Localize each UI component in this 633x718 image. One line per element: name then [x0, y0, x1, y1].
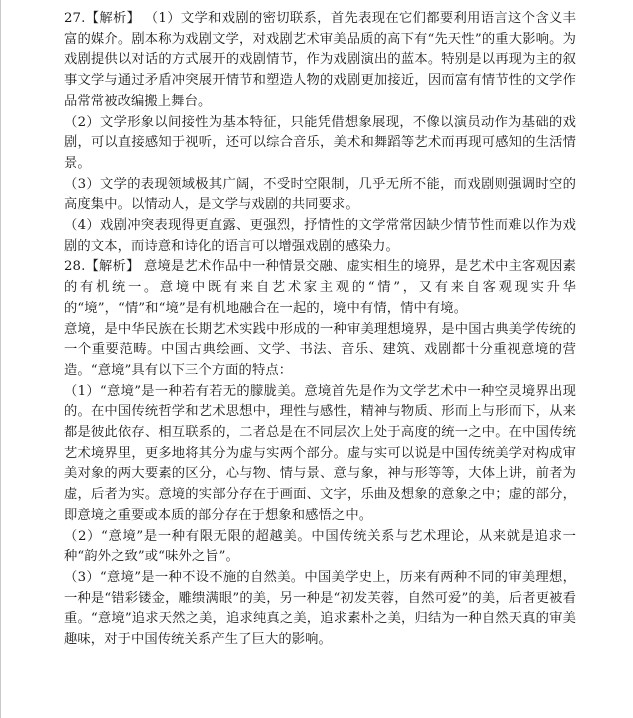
paragraph-q28-definition: 意境，是中华民族在长期艺术实践中形成的一种审美理想境界，是中国古典美学传统的一个重要范畴。中国古典绘画、文学、书法、音乐、建筑、戏剧都十分重视意境的营造。“意境”具有以下三个方面的特点：	[64, 321, 576, 378]
paragraph-q27-point-2: （2）文学形象以间接性为基本特征，只能凭借想象展现，不像以演员动作为基础的戏剧，可以直接感知于视听，还可以综合音乐，美术和舞蹈等艺术而再现可感知的生活情景。	[64, 114, 576, 171]
answer-text-block	[64, 9, 576, 651]
paragraph-q28-intro: 28.【解析】 意境是艺术作品中一种情景交融、虚实相生的境界，是艺术中主客观因素的有机统一。意境中既有来自艺术家主观的“情”，又有来自客观现实升华的“境”，“情”和“境”是有机地融合在一起的，境中有情，情中有境。	[64, 259, 576, 316]
paragraph-q28-feature-1: （1）“意境”是一种若有若无的朦胧美。意境首先是作为文学艺术中一种空灵境界出现的。在中国传统哲学和艺术思想中，理性与感性，精神与物质、形而上与形而下，从来都是彼此依存、相互联系的，二者总是在不同层次上处于高度的统一之中。在中国传统艺术境界里，更多地将其分为虚与实两个部分。虚与实可以说是中国传统美学对构成审美对象的两大要素的区分，心与物、情与景、意与象，神与形等等，大体上讲，前者为虚，后者为实。意境的实部分存在于画面、文字，乐曲及想象的意象之中；虚的部分，即意境之重要或本质的部分存在于想象和感悟之中。	[64, 383, 576, 523]
paragraph-q28-feature-3: （3）“意境”是一种不设不施的自然美。中国美学史上，历来有两种不同的审美理想，一种是“错彩镂金，雕缋满眼”的美，另一种是“初发芙蓉，自然可爱”的美，后者更被看重。“意境”追求天然之美，追求纯真之美，追求素朴之美，归结为一种自然天真的审美趣味，对于中国传统关系产生了巨大的影响。	[64, 569, 576, 648]
paragraph-q28-feature-2: （2）“意境”是一种有限无限的超越美。中国传统关系与艺术理论，从来就是追求一种“韵外之致”或“味外之旨”。	[64, 528, 576, 565]
paragraph-q27-point-3: （3）文学的表现领域极其广阔，不受时空限制，几乎无所不能，而戏剧则强调时空的高度集中。以情动人，是文学与戏剧的共同要求。	[64, 176, 576, 213]
paragraph-q27-point-4: （4）戏剧冲突表现得更直露、更强烈，抒情性的文学常常因缺少情节性而难以作为戏剧的文本，而诗意和诗化的语言可以增强戏剧的感染力。	[64, 218, 576, 254]
paragraph-q27-intro: 27.【解析】 （1）文学和戏剧的密切联系，首先表现在它们都要利用语言这个含义丰富的媒介。剧本称为戏剧文学，对戏剧艺术审美品质的高下有“先天性”的重大影响。为戏剧提供以对话的方式展开的戏剧情节，作为戏剧演出的蓝本。特别是以再现为主的叙事文学与通过矛盾冲突展开情节和塑造人物的戏剧更加接近，因而富有情节性的文学作品常常被改编搬上舞台。	[64, 11, 576, 109]
